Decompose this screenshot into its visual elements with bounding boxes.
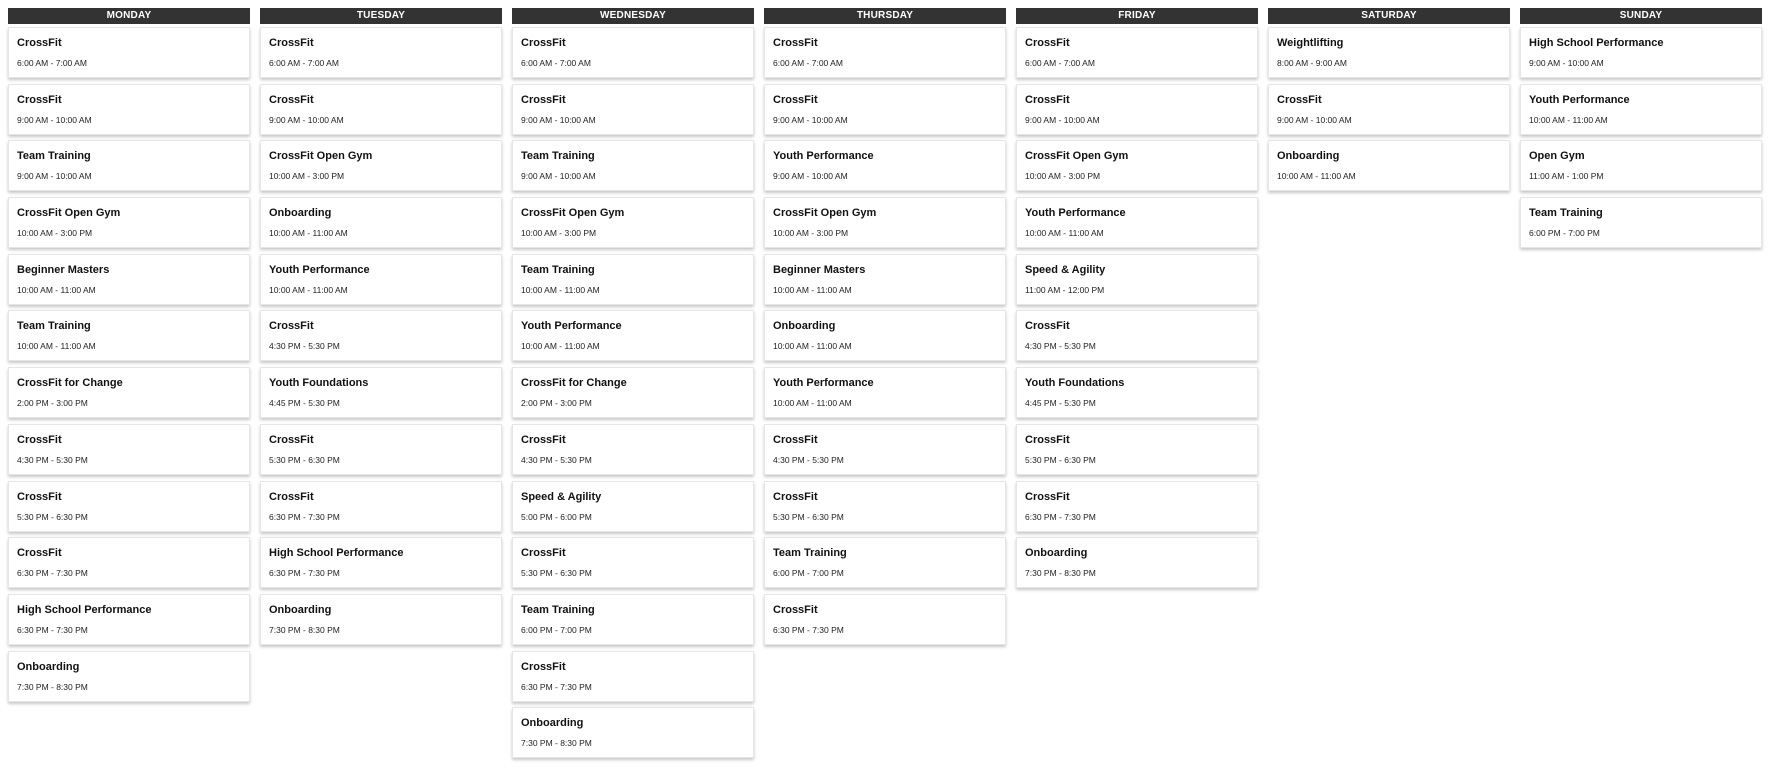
class-time: 2:00 PM - 3:00 PM	[17, 398, 88, 409]
class-card[interactable]	[8, 651, 250, 702]
class-card[interactable]	[8, 254, 250, 305]
class-time: 11:00 AM - 1:00 PM	[1529, 171, 1604, 182]
class-time: 2:00 PM - 3:00 PM	[521, 398, 592, 409]
class-card[interactable]	[764, 481, 1006, 532]
class-card[interactable]	[512, 707, 754, 758]
class-time: 9:00 AM - 10:00 AM	[1529, 58, 1604, 68]
class-title: CrossFit	[1025, 490, 1070, 503]
class-card[interactable]	[8, 197, 250, 248]
class-time: 10:00 AM - 3:00 PM	[269, 171, 345, 182]
class-time: 9:00 AM - 10:00 AM	[521, 114, 596, 125]
class-card[interactable]	[260, 594, 502, 645]
class-card[interactable]	[1268, 27, 1510, 78]
class-title: Onboarding	[17, 660, 80, 673]
class-time: 7:30 PM - 8:30 PM	[17, 681, 88, 692]
class-time: 4:45 PM - 5:30 PM	[1025, 398, 1096, 409]
class-time: 9:00 AM - 10:00 AM	[521, 171, 596, 182]
class-title: CrossFit	[521, 93, 566, 106]
class-time: 6:30 PM - 7:30 PM	[521, 681, 592, 692]
class-card[interactable]	[260, 424, 502, 475]
class-title: CrossFit	[269, 433, 314, 446]
class-card[interactable]	[512, 651, 754, 702]
day-header: SUNDAY	[1520, 8, 1762, 24]
class-title: Team Training	[521, 150, 595, 163]
class-card[interactable]	[260, 367, 502, 418]
class-card[interactable]	[8, 481, 250, 532]
class-title: CrossFit	[17, 547, 62, 560]
day-header: FRIDAY	[1016, 8, 1258, 24]
day-header: WEDNESDAY	[512, 8, 754, 24]
class-title: CrossFit	[269, 320, 314, 333]
class-card[interactable]	[1268, 84, 1510, 135]
class-time: 6:00 AM - 7:00 AM	[521, 58, 591, 68]
class-time: 6:00 AM - 7:00 AM	[1025, 58, 1095, 68]
class-title: Beginner Masters	[17, 263, 110, 276]
class-time: 6:30 PM - 7:30 PM	[269, 511, 340, 522]
class-title: CrossFit	[773, 93, 818, 106]
class-title: CrossFit	[269, 93, 314, 106]
class-title: CrossFit	[773, 603, 818, 616]
class-title: High School Performance	[17, 603, 152, 616]
class-title: CrossFit Open Gym	[17, 207, 121, 220]
day-column-sunday	[1520, 8, 1762, 254]
class-title: Speed & Agility	[1025, 263, 1106, 276]
class-time: 10:00 AM - 11:00 AM	[1277, 171, 1356, 182]
class-title: CrossFit	[521, 37, 566, 49]
class-time: 10:00 AM - 11:00 AM	[1529, 114, 1608, 125]
class-time: 10:00 AM - 11:00 AM	[773, 398, 852, 409]
class-card[interactable]	[1520, 84, 1762, 135]
class-time: 10:00 AM - 11:00 AM	[773, 284, 852, 295]
class-time: 10:00 AM - 11:00 AM	[521, 341, 600, 352]
class-time: 5:00 PM - 6:00 PM	[521, 511, 592, 522]
class-title: CrossFit	[1025, 37, 1070, 49]
class-time: 4:30 PM - 5:30 PM	[521, 454, 592, 465]
class-time: 5:30 PM - 6:30 PM	[17, 511, 88, 522]
class-time: 11:00 AM - 12:00 PM	[1025, 284, 1105, 295]
class-time: 8:00 AM - 9:00 AM	[1277, 58, 1347, 68]
class-title: CrossFit	[17, 490, 62, 503]
class-title: Team Training	[17, 150, 91, 163]
class-title: Youth Performance	[1529, 93, 1630, 106]
class-card[interactable]	[1016, 27, 1258, 78]
class-time: 4:30 PM - 5:30 PM	[17, 454, 88, 465]
class-title: High School Performance	[1529, 37, 1664, 49]
day-header: THURSDAY	[764, 8, 1006, 24]
class-time: 6:00 PM - 7:00 PM	[773, 568, 844, 579]
class-time: 9:00 AM - 10:00 AM	[1025, 114, 1100, 125]
class-card[interactable]	[512, 537, 754, 588]
class-card[interactable]	[260, 310, 502, 361]
class-card[interactable]	[512, 197, 754, 248]
day-column-wednesday	[512, 8, 754, 764]
class-title: Youth Performance	[1025, 207, 1126, 220]
class-title: Onboarding	[269, 603, 332, 616]
class-card[interactable]	[512, 481, 754, 532]
class-card[interactable]	[764, 27, 1006, 78]
class-title: CrossFit	[773, 37, 818, 49]
class-card[interactable]	[1016, 481, 1258, 532]
class-card[interactable]	[1520, 140, 1762, 191]
class-time: 9:00 AM - 10:00 AM	[17, 171, 92, 182]
class-time: 7:30 PM - 8:30 PM	[269, 624, 340, 635]
class-title: CrossFit for Change	[17, 377, 123, 390]
class-card[interactable]	[260, 84, 502, 135]
class-card[interactable]	[764, 254, 1006, 305]
class-card[interactable]	[764, 140, 1006, 191]
class-card[interactable]	[260, 537, 502, 588]
class-card[interactable]	[764, 537, 1006, 588]
class-time: 6:00 AM - 7:00 AM	[269, 58, 339, 68]
class-card[interactable]	[1016, 537, 1258, 588]
class-card[interactable]	[764, 367, 1006, 418]
class-time: 6:30 PM - 7:30 PM	[269, 568, 340, 579]
class-time: 6:00 PM - 7:00 PM	[521, 624, 592, 635]
class-card[interactable]	[260, 254, 502, 305]
class-card[interactable]	[260, 197, 502, 248]
day-header: MONDAY	[8, 8, 250, 24]
class-card[interactable]	[8, 367, 250, 418]
class-card[interactable]	[8, 84, 250, 135]
class-card[interactable]	[764, 424, 1006, 475]
class-title: CrossFit	[1025, 93, 1070, 106]
class-card[interactable]	[1268, 140, 1510, 191]
class-time: 5:30 PM - 6:30 PM	[1025, 454, 1096, 465]
class-title: CrossFit	[269, 37, 314, 49]
class-card[interactable]	[764, 84, 1006, 135]
class-card[interactable]	[260, 481, 502, 532]
class-card[interactable]	[764, 594, 1006, 645]
class-card[interactable]	[512, 254, 754, 305]
class-title: Onboarding	[1277, 150, 1340, 163]
class-title: CrossFit	[17, 93, 62, 106]
class-title: Youth Performance	[521, 320, 622, 333]
class-title: CrossFit	[269, 490, 314, 503]
class-title: Weightlifting	[1277, 37, 1344, 49]
day-column-saturday	[1268, 8, 1510, 197]
class-card[interactable]	[512, 27, 754, 78]
class-card[interactable]	[512, 594, 754, 645]
class-time: 6:00 PM - 7:00 PM	[1529, 228, 1600, 239]
class-title: Youth Foundations	[269, 377, 369, 390]
class-title: Onboarding	[521, 717, 584, 730]
class-card[interactable]	[512, 424, 754, 475]
class-title: Speed & Agility	[521, 490, 602, 503]
class-title: CrossFit for Change	[521, 377, 627, 390]
class-title: CrossFit Open Gym	[269, 150, 373, 163]
class-title: Team Training	[521, 603, 595, 616]
day-header: TUESDAY	[260, 8, 502, 24]
class-title: CrossFit	[1277, 93, 1322, 106]
class-title: CrossFit	[773, 433, 818, 446]
class-time: 4:45 PM - 5:30 PM	[269, 398, 340, 409]
class-time: 9:00 AM - 10:00 AM	[1277, 114, 1352, 125]
class-time: 6:00 AM - 7:00 AM	[773, 58, 843, 68]
day-column-friday	[1016, 8, 1258, 594]
class-card[interactable]	[8, 424, 250, 475]
class-card[interactable]	[512, 140, 754, 191]
class-title: High School Performance	[269, 547, 404, 560]
class-card[interactable]	[1520, 27, 1762, 78]
class-title: Youth Foundations	[1025, 377, 1125, 390]
class-time: 10:00 AM - 11:00 AM	[521, 284, 600, 295]
class-title: Youth Performance	[269, 263, 370, 276]
class-title: CrossFit	[521, 433, 566, 446]
class-title: CrossFit	[1025, 320, 1070, 333]
class-time: 10:00 AM - 11:00 AM	[269, 228, 348, 239]
class-time: 9:00 AM - 10:00 AM	[773, 171, 848, 182]
class-title: Team Training	[17, 320, 91, 333]
class-title: CrossFit	[17, 433, 62, 446]
class-card[interactable]	[1016, 254, 1258, 305]
class-title: CrossFit	[521, 547, 566, 560]
class-title: Onboarding	[773, 320, 836, 333]
class-card[interactable]	[512, 367, 754, 418]
class-title: CrossFit Open Gym	[1025, 150, 1129, 163]
day-column-tuesday	[260, 8, 502, 651]
class-time: 5:30 PM - 6:30 PM	[269, 454, 340, 465]
class-title: Team Training	[521, 263, 595, 276]
class-card[interactable]	[8, 537, 250, 588]
class-time: 6:30 PM - 7:30 PM	[17, 624, 88, 635]
day-column-thursday	[764, 8, 1006, 651]
class-time: 6:30 PM - 7:30 PM	[1025, 511, 1096, 522]
class-time: 4:30 PM - 5:30 PM	[773, 454, 844, 465]
class-card[interactable]	[764, 197, 1006, 248]
class-time: 5:30 PM - 6:30 PM	[521, 568, 592, 579]
class-title: Team Training	[773, 547, 847, 560]
class-time: 6:30 PM - 7:30 PM	[773, 624, 844, 635]
class-time: 7:30 PM - 8:30 PM	[521, 738, 592, 749]
class-card[interactable]	[1016, 424, 1258, 475]
class-time: 10:00 AM - 3:00 PM	[1025, 171, 1101, 182]
class-title: Youth Performance	[773, 150, 874, 163]
class-time: 9:00 AM - 10:00 AM	[17, 114, 92, 125]
class-time: 7:30 PM - 8:30 PM	[1025, 568, 1096, 579]
class-time: 10:00 AM - 3:00 PM	[773, 228, 849, 239]
class-card[interactable]	[1016, 140, 1258, 191]
class-time: 10:00 AM - 11:00 AM	[17, 341, 96, 352]
class-card[interactable]	[512, 84, 754, 135]
class-title: Youth Performance	[773, 377, 874, 390]
class-card[interactable]	[1016, 310, 1258, 361]
class-title: Team Training	[1529, 207, 1603, 220]
class-title: Beginner Masters	[773, 263, 866, 276]
class-card[interactable]	[8, 594, 250, 645]
class-card[interactable]	[1016, 197, 1258, 248]
class-time: 9:00 AM - 10:00 AM	[269, 114, 344, 125]
class-title: Onboarding	[1025, 547, 1088, 560]
day-column-monday	[8, 8, 250, 707]
class-card[interactable]	[764, 310, 1006, 361]
class-time: 6:00 AM - 7:00 AM	[17, 58, 87, 68]
class-title: CrossFit	[521, 660, 566, 673]
class-time: 4:30 PM - 5:30 PM	[269, 341, 340, 352]
class-card[interactable]	[8, 27, 250, 78]
class-time: 5:30 PM - 6:30 PM	[773, 511, 844, 522]
class-title: CrossFit Open Gym	[773, 207, 877, 220]
class-card[interactable]	[512, 310, 754, 361]
class-title: Onboarding	[269, 207, 332, 220]
class-time: 10:00 AM - 11:00 AM	[773, 341, 852, 352]
class-title: CrossFit	[17, 37, 62, 49]
class-time: 10:00 AM - 11:00 AM	[17, 284, 96, 295]
class-time: 6:30 PM - 7:30 PM	[17, 568, 88, 579]
class-card[interactable]	[8, 310, 250, 361]
class-title: Open Gym	[1529, 150, 1585, 163]
class-title: CrossFit	[773, 490, 818, 503]
class-time: 10:00 AM - 11:00 AM	[269, 284, 348, 295]
class-time: 4:30 PM - 5:30 PM	[1025, 341, 1096, 352]
class-time: 10:00 AM - 3:00 PM	[17, 228, 93, 239]
class-card[interactable]	[1016, 84, 1258, 135]
class-card[interactable]	[1520, 197, 1762, 248]
day-header: SATURDAY	[1268, 8, 1510, 24]
class-card[interactable]	[260, 27, 502, 78]
class-time: 9:00 AM - 10:00 AM	[773, 114, 848, 125]
class-title: CrossFit Open Gym	[521, 207, 625, 220]
class-card[interactable]	[8, 140, 250, 191]
class-title: CrossFit	[1025, 433, 1070, 446]
class-card[interactable]	[1016, 367, 1258, 418]
class-time: 10:00 AM - 3:00 PM	[521, 228, 597, 239]
class-time: 10:00 AM - 11:00 AM	[1025, 228, 1104, 239]
class-card[interactable]	[260, 140, 502, 191]
